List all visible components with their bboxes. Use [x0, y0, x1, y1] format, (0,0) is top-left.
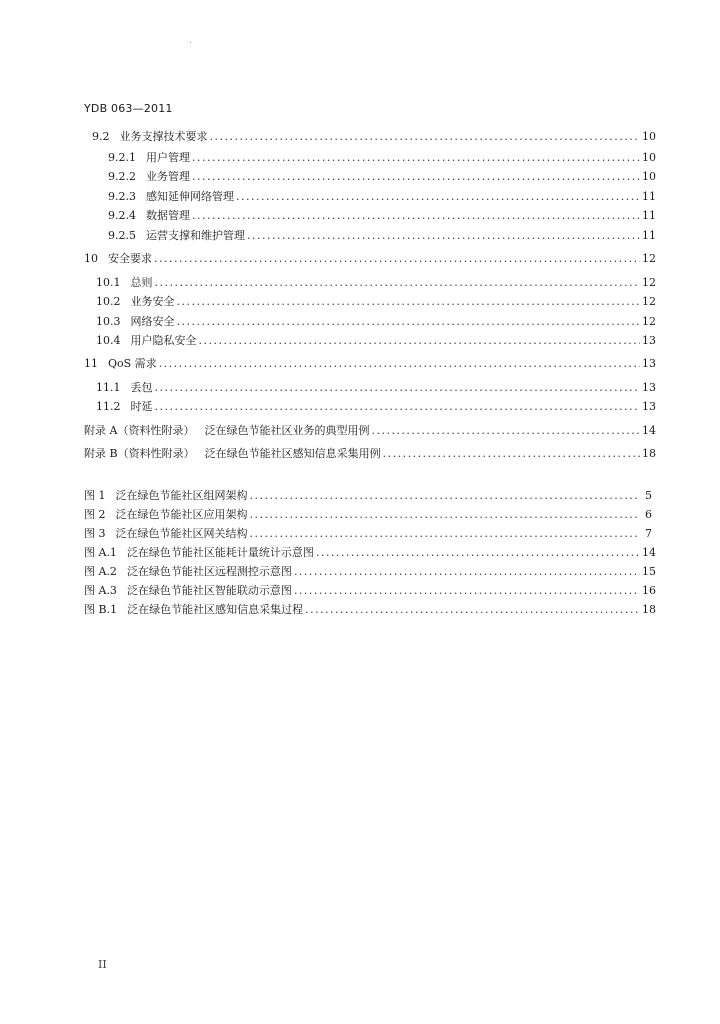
- toc-entry[interactable]: [96, 379, 656, 397]
- toc-entry-page: 11: [642, 209, 656, 222]
- dot-leader: [247, 227, 640, 245]
- toc-entry-title: 用户隐私安全: [130, 334, 197, 347]
- toc-entry[interactable]: [84, 355, 656, 373]
- toc-entry-number: 11.1: [96, 381, 121, 394]
- toc-entry-number: 11: [84, 357, 98, 370]
- toc-entry-number: 10.2: [96, 295, 121, 308]
- toc-entry-number: 附录 B（资料性附录）: [84, 447, 195, 460]
- toc-entry-number: 9.2.4: [108, 209, 136, 222]
- figure-entry-number: 图 A.3: [84, 584, 117, 597]
- dot-leader: [192, 207, 640, 225]
- toc-entry-number: 9.2.2: [108, 170, 136, 183]
- toc-entry[interactable]: [84, 422, 656, 440]
- dot-leader: [177, 293, 641, 311]
- dot-leader: [294, 563, 640, 581]
- toc-entry-page: 12: [642, 276, 656, 289]
- figure-entry-page: 14: [642, 546, 656, 559]
- toc-entry-title: 安全要求: [108, 252, 152, 265]
- toc-entry[interactable]: [96, 398, 656, 416]
- toc-entry-title: 数据管理: [146, 209, 190, 222]
- toc-entry[interactable]: [108, 227, 656, 245]
- toc-entry-page: 11: [642, 229, 656, 242]
- figure-entry-title: 泛在绿色节能社区远程测控示意图: [126, 565, 292, 578]
- toc-entry-title: 业务支撑技术要求: [119, 130, 208, 143]
- toc-entry-title: QoS 需求: [108, 357, 157, 370]
- toc-entry-page: 18: [642, 447, 656, 460]
- toc-entry-page: 13: [642, 357, 656, 370]
- dot-leader: [316, 544, 640, 562]
- toc-entry[interactable]: [96, 313, 656, 331]
- toc-entry-title: 网络安全: [130, 315, 175, 328]
- dot-leader: [154, 250, 640, 268]
- toc-entry-title: 业务管理: [146, 170, 190, 183]
- figure-entry-number: 图 B.1: [84, 603, 118, 616]
- toc-entry-number: 9.2: [92, 130, 110, 143]
- toc-entry-title: 丢包: [130, 381, 153, 394]
- figure-entry-title: 泛在绿色节能社区能耗计量统计示意图: [126, 546, 314, 559]
- figure-entry[interactable]: [84, 525, 652, 543]
- toc-entry-number: 9.2.5: [108, 229, 136, 242]
- toc-entry-title: 泛在绿色节能社区业务的典型用例: [204, 424, 370, 437]
- figure-entry-title: 泛在绿色节能社区网关结构: [115, 527, 248, 540]
- scan-speck: [190, 42, 191, 43]
- figure-entry-number: 图 A.2: [84, 565, 117, 578]
- toc-entry-page: 12: [642, 252, 656, 265]
- dot-leader: [192, 168, 640, 186]
- figure-entry-title: 泛在绿色节能社区智能联动示意图: [126, 584, 292, 597]
- toc-entry-title: 业务安全: [130, 295, 175, 308]
- dot-leader: [236, 188, 640, 206]
- figure-entry[interactable]: [84, 582, 656, 600]
- figure-entry-page: 6: [645, 508, 652, 521]
- dot-leader: [210, 128, 641, 146]
- figure-entry[interactable]: [84, 563, 656, 581]
- dot-leader: [250, 525, 641, 543]
- toc-entry-page: 12: [642, 295, 656, 308]
- toc-entry[interactable]: [108, 168, 656, 186]
- toc-entry-page: 13: [642, 381, 656, 394]
- figure-entry-number: 图 3: [84, 527, 106, 540]
- toc-entry-page: 11: [642, 190, 656, 203]
- toc-entry-number: 9.2.3: [108, 190, 136, 203]
- toc-entry-title: 感知延伸网络管理: [146, 190, 234, 203]
- figure-entry-page: 7: [645, 527, 652, 540]
- toc-entry-number: 9.2.1: [108, 151, 136, 164]
- figure-entry-title: 泛在绿色节能社区感知信息采集过程: [127, 603, 304, 616]
- dot-leader: [177, 313, 641, 331]
- toc-entry-page: 10: [642, 130, 656, 143]
- toc-entry-page: 12: [642, 315, 656, 328]
- document-code: YDB 063—2011: [84, 102, 173, 115]
- toc-entry[interactable]: [84, 250, 656, 268]
- figure-entry-page: 18: [642, 603, 656, 616]
- dot-leader: [383, 445, 640, 463]
- toc-entry-number: 10: [84, 252, 98, 265]
- toc-entry-number: 10.1: [96, 276, 121, 289]
- page-number: II: [98, 958, 107, 971]
- toc-entry-page: 13: [642, 400, 656, 413]
- dot-leader: [250, 487, 641, 505]
- figure-entry-page: 16: [642, 584, 656, 597]
- dot-leader: [155, 274, 641, 292]
- figure-entry-number: 图 A.1: [84, 546, 117, 559]
- figure-entry[interactable]: [84, 487, 652, 505]
- figure-entry-title: 泛在绿色节能社区组网架构: [115, 489, 248, 502]
- toc-entry[interactable]: [96, 274, 656, 292]
- figure-entry[interactable]: [84, 544, 656, 562]
- dot-leader: [192, 149, 640, 167]
- toc-entry[interactable]: [96, 293, 656, 311]
- dot-leader: [305, 601, 640, 619]
- dot-leader: [371, 422, 640, 440]
- toc-entry-page: 10: [642, 170, 656, 183]
- toc-entry-title: 时延: [130, 400, 153, 413]
- toc-entry-page: 13: [642, 334, 656, 347]
- dot-leader: [250, 506, 641, 524]
- figure-entry-number: 图 1: [84, 489, 106, 502]
- figure-entry-page: 5: [645, 489, 652, 502]
- toc-entry-number: 11.2: [96, 400, 121, 413]
- figure-entry[interactable]: [84, 601, 656, 619]
- figure-entry-title: 泛在绿色节能社区应用架构: [115, 508, 248, 521]
- dot-leader: [155, 379, 641, 397]
- toc-entry-page: 10: [642, 151, 656, 164]
- toc-entry-number: 10.4: [96, 334, 121, 347]
- toc-entry[interactable]: [92, 128, 656, 146]
- toc-entry-number: 附录 A（资料性附录）: [84, 424, 195, 437]
- toc-entry-title: 总则: [130, 276, 153, 289]
- dot-leader: [155, 398, 641, 416]
- figure-entry[interactable]: [84, 506, 652, 524]
- dot-leader: [199, 332, 641, 350]
- toc-entry[interactable]: [96, 332, 656, 350]
- toc-entry[interactable]: [84, 445, 656, 463]
- toc-entry-title: 运营支撑和维护管理: [146, 229, 245, 242]
- figure-entry-page: 15: [642, 565, 656, 578]
- dot-leader: [294, 582, 640, 600]
- toc-entry[interactable]: [108, 149, 656, 167]
- figure-entry-number: 图 2: [84, 508, 106, 521]
- toc-entry-number: 10.3: [96, 315, 121, 328]
- toc-entry[interactable]: [108, 188, 656, 206]
- toc-entry-page: 14: [642, 424, 656, 437]
- toc-entry-title: 泛在绿色节能社区感知信息采集用例: [204, 447, 381, 460]
- dot-leader: [159, 355, 640, 373]
- toc-entry-title: 用户管理: [146, 151, 190, 164]
- toc-entry[interactable]: [108, 207, 656, 225]
